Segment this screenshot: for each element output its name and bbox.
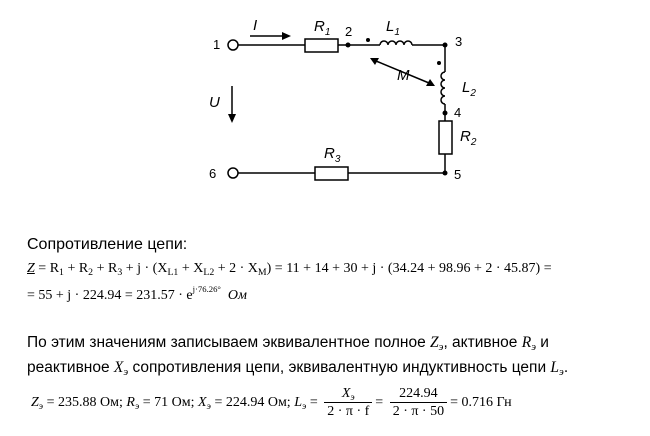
arrow-head xyxy=(282,32,291,40)
polarity-dot-l2 xyxy=(437,61,441,65)
label-current: I xyxy=(253,17,258,34)
label-r1: $R_1$ xyxy=(314,18,331,38)
node-dot-4 xyxy=(443,111,448,116)
formula-impedance-result: = $55 + j \cdot 224.94 = 231.57 \cdot e^{j\cdot 76.26^\circ}$ Ом xyxy=(27,284,247,303)
paragraph-line-2: реактивное $X_э$ сопротивления цепи, эквивалентную индуктивность цепи $L_э$. xyxy=(27,359,569,378)
fraction-1: $\frac{X_э}{2 \cdot \pi \cdot f}$ xyxy=(324,385,372,420)
label-voltage: U xyxy=(209,94,220,111)
label-l1: $L_1$ xyxy=(386,18,400,38)
node-label-3: 3 xyxy=(455,34,463,49)
z-symbol: Z xyxy=(27,261,35,276)
resistor-r3 xyxy=(315,167,348,180)
node-dot-3 xyxy=(443,43,448,48)
label-r2: $R_2$ xyxy=(460,128,477,148)
node-label-2: 2 xyxy=(345,24,353,39)
polarity-dot-l1 xyxy=(366,38,370,42)
label-r3: $R_3$ xyxy=(324,145,341,165)
resistor-r2 xyxy=(439,121,452,154)
node-dot-5 xyxy=(443,171,448,176)
node-label-1: 1 xyxy=(213,37,221,52)
terminal-1 xyxy=(228,40,238,50)
fraction-2: $\frac{224.94}{2 \cdot \pi \cdot 50}$ xyxy=(390,385,447,420)
label-mutual: M xyxy=(397,67,410,84)
terminal-6 xyxy=(228,168,238,178)
formula-impedance: $Z = R_1 + R_2 + R_3 + j \cdot (X_{L1} + X_{L2} + 2 \cdot X_M) = 11 + 14 + 30 + j \cdot (34.24 + 98.96 + 2 \cdot 45.87)$ = xyxy=(27,261,552,278)
formula-equivalent: $Z_э = 235.88$ Ом; $R_э = 71$ Ом; $X_э = 224.94$ Ом; $L_э$ = $\frac{X_э}{2 \cdot \pi \cdot f}$ = $\frac{224.94}{2 \cdot \pi \cdot 50}$ = 0.716 Гн xyxy=(31,386,512,420)
node-dot-2 xyxy=(346,43,351,48)
label-l2: $L_2$ xyxy=(462,79,476,99)
section-heading: Сопротивление цепи: xyxy=(27,236,188,253)
inductor-l1 xyxy=(380,41,412,45)
paragraph-line-1: По этим значениям записываем эквивалентное полное $Z_э$, активное $R_э$ и xyxy=(27,334,549,353)
arrow-head xyxy=(228,114,236,123)
node-label-4: 4 xyxy=(454,105,462,120)
inductor-l2 xyxy=(441,72,445,104)
resistor-r1 xyxy=(305,39,338,52)
node-label-5: 5 xyxy=(454,167,462,182)
node-label-6: 6 xyxy=(209,166,217,181)
